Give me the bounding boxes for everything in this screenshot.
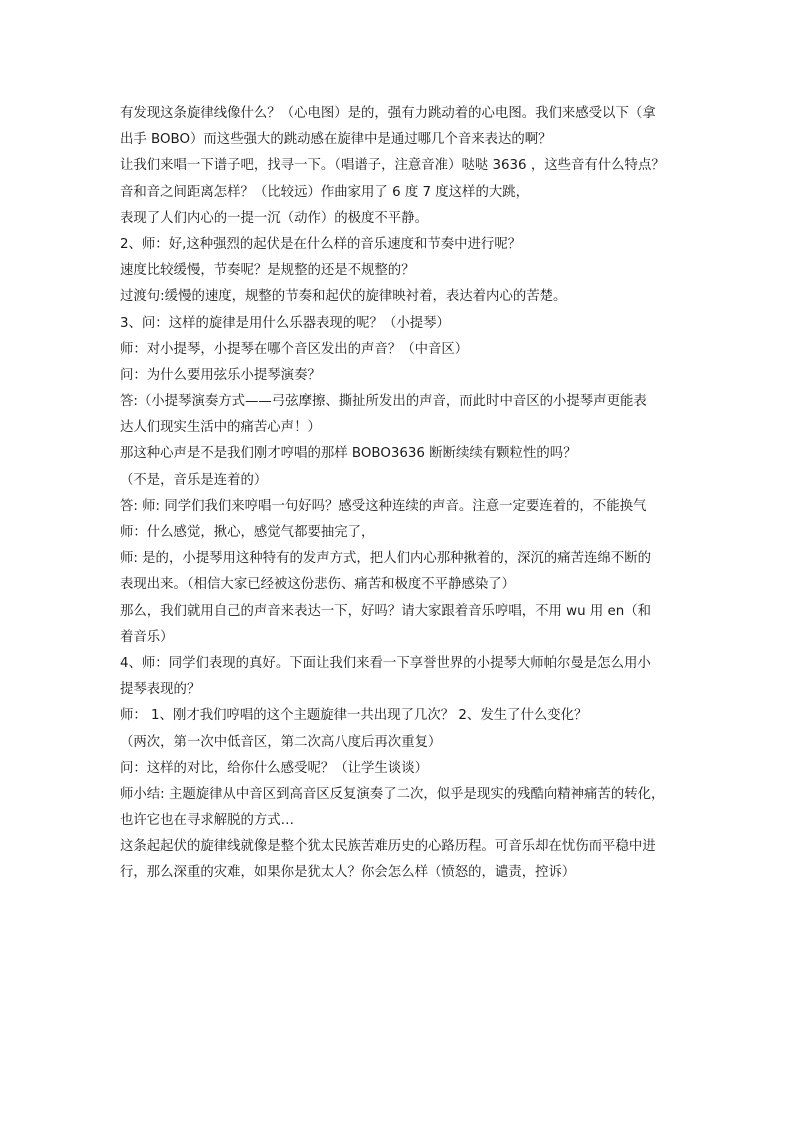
text-line-21: 着音乐）	[120, 629, 174, 645]
text-line-30: 行，那么深重的灾难，如果你是犹太人？你会怎么样（愤怒的，谴责，控诉）	[120, 865, 576, 881]
text-line-6: 2、师：好,这种强烈的起伏是在什么样的音乐速度和节奏中进行呢？	[120, 236, 522, 252]
text-line-13: 达人们现实生活中的痛苦心声！）	[120, 420, 321, 436]
text-line-7: 速度比较缓慢，节奏呢？是规整的还是不规整的？	[120, 263, 415, 279]
text-line-3: 让我们来唱一下谱子吧，找寻一下。（唱谱子，注意音准）哒哒 3636 ，这些音有什么特点？	[120, 158, 665, 174]
text-line-10: 师：对小提琴，小提琴在哪个音区发出的声音？（中音区）	[120, 341, 469, 357]
text-line-4: 音和音之间距离怎样？（比较远）作曲家用了 6 度 7 度这样的大跳，	[120, 184, 530, 200]
text-line-25: （两次，第一次中低音区，第二次高八度后再次重复）	[120, 734, 442, 750]
text-line-27: 师小结: 主题旋律从中音区到高音区反复演奏了二次，似乎是现实的残酷向精神痛苦的转化，	[120, 786, 665, 802]
text-line-12: 答:（小提琴演奏方式——弓弦摩擦、撕扯所发出的声音，而此时中音区的小提琴声更能表	[120, 394, 647, 410]
text-line-28: 也许它也在寻求解脱的方式…	[120, 813, 295, 829]
text-line-26: 问：这样的对比，给你什么感受呢？（让学生谈谈）	[120, 760, 428, 776]
text-line-22: 4、师：同学们表现的真好。下面让我们来看一下享誉世界的小提琴大师帕尔曼是怎么用小	[120, 655, 651, 671]
text-line-24: 师： 1、刚才我们哼唱的这个主题旋律一共出现了几次？ 2、发生了什么变化？	[120, 708, 588, 724]
text-line-8: 过渡句:缓慢的速度，规整的节奏和起伏的旋律映衬着，表达着内心的苦楚。	[120, 289, 567, 305]
text-line-20: 那么，我们就用自己的声音来表达一下，好吗？请大家跟着音乐哼唱，不用 wu 用 en（和	[120, 603, 651, 619]
text-line-16: 答: 师: 同学们我们来哼唱一句好吗？感受这种连续的声音。注意一定要连着的，不能换气	[120, 498, 647, 514]
text-line-18: 师: 是的，小提琴用这种特有的发声方式，把人们内心那种揪着的，深沉的痛苦连绵不断的	[120, 551, 651, 567]
text-line-29: 这条起起伏的旋律线就像是整个犹太民族苦难历史的心路历程。可音乐却在忧伤而平稳中进	[120, 839, 656, 855]
text-line-9: 3、问：这样的旋律是用什么乐器表现的呢？（小提琴）	[120, 315, 450, 331]
text-line-14: 那这种心声是不是我们刚才哼唱的那样 BOBO3636 断断续续有颗粒性的吗？	[120, 446, 577, 462]
text-line-15: （不是，音乐是连着的）	[120, 472, 268, 488]
document-body	[120, 101, 680, 887]
text-line-2: 出手 BOBO）而这些强大的跳动感在旋律中是通过哪几个音来表达的啊？	[120, 132, 552, 148]
text-line-17: 师：什么感觉，揪心，感觉气都要抽完了，	[120, 525, 375, 540]
text-line-11: 问：为什么要用弦乐小提琴演奏？	[120, 367, 321, 383]
text-line-1: 有发现这条旋律线像什么？（心电图）是的，强有力跳动着的心电图。我们来感受以下（拿	[120, 106, 656, 121]
text-line-5: 表现了人们内心的一提一沉（动作）的极度不平静。	[120, 210, 428, 226]
text-line-19: 表现出来。（相信大家已经被这份悲伤、痛苦和极度不平静感染了）	[120, 577, 516, 593]
text-line-23: 提琴表现的？	[120, 682, 201, 698]
